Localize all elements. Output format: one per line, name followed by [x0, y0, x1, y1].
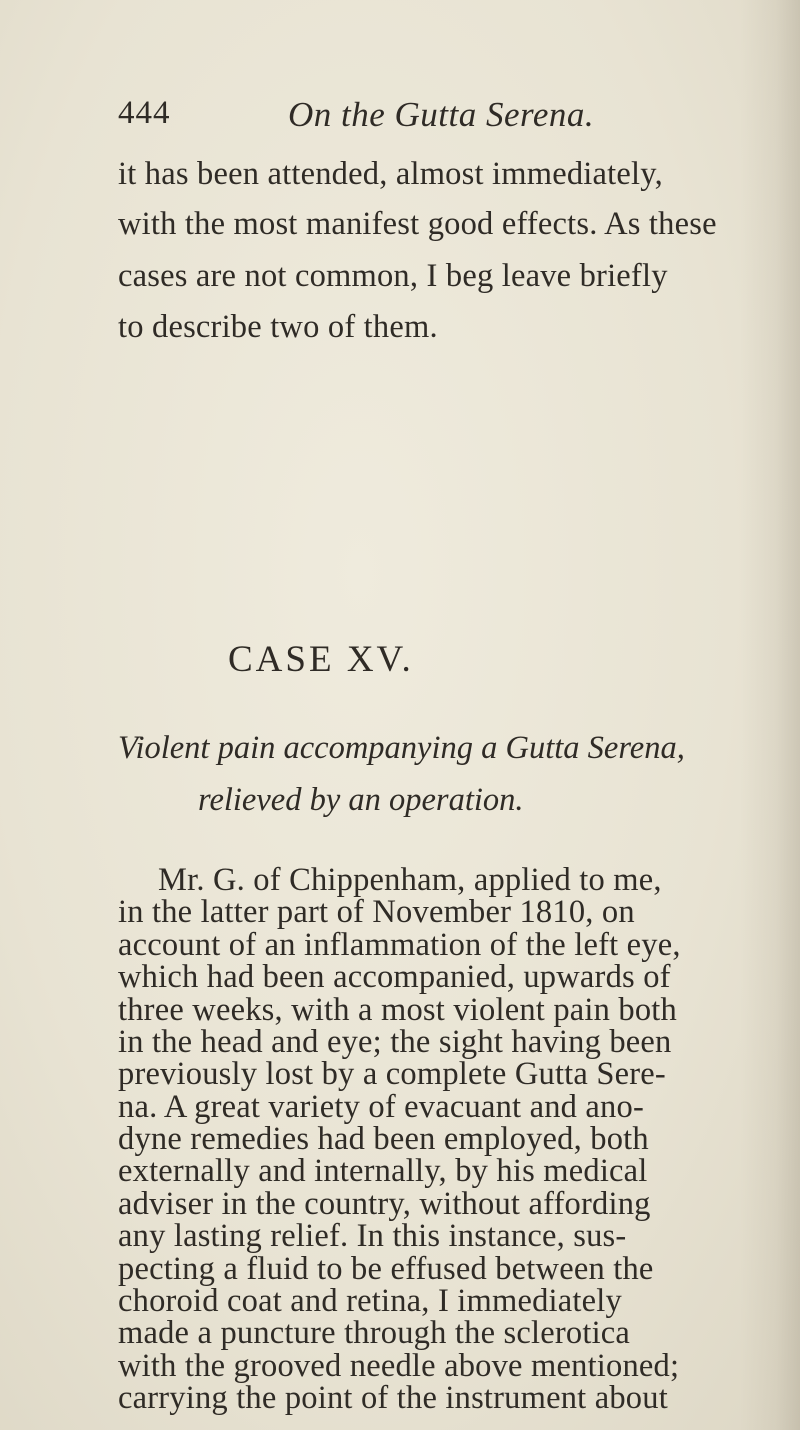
text-line: externally and internally, by his medical: [118, 1153, 648, 1189]
text-line: na. A great variety of evacuant and ano-: [118, 1089, 644, 1125]
text-line: three weeks, with a most violent pain both: [118, 992, 677, 1028]
text-line: pecting a fluid to be effused between the: [118, 1251, 654, 1287]
text-line: adviser in the country, without affording: [118, 1186, 651, 1222]
text-line: in the head and eye; the sight having been: [118, 1024, 672, 1060]
text-line: with the grooved needle above mentioned;: [118, 1348, 680, 1384]
text-line: dyne remedies had been employed, both: [118, 1121, 649, 1157]
text-line: in the latter part of November 1810, on: [118, 894, 635, 930]
text-line: any lasting relief. In this instance, sus-: [118, 1218, 627, 1254]
text-line: account of an inflammation of the left eye,: [118, 927, 681, 963]
running-title: On the Gutta Serena.: [288, 95, 595, 134]
text-line: made a puncture through the sclerotica: [118, 1315, 631, 1351]
case-subtitle-line-1: Violent pain accompanying a Gutta Serena,: [118, 730, 685, 766]
text-line: it has been attended, almost immediately,: [118, 156, 663, 192]
case-heading: CASE XV.: [228, 639, 414, 680]
text-line: to describe two of them.: [118, 309, 438, 345]
case-subtitle-line-2: relieved by an operation.: [198, 782, 524, 818]
text-line: with the most manifest good effects. As these: [118, 206, 717, 242]
text-line: Mr. G. of Chippenham, applied to me,: [158, 862, 662, 898]
text-line: previously lost by a complete Gutta Sere-: [118, 1056, 666, 1092]
page-header: [118, 95, 758, 145]
text-line: which had been accompanied, upwards of: [118, 959, 671, 995]
text-line: carrying the point of the instrument about: [118, 1380, 668, 1416]
page-number: 444: [118, 95, 171, 131]
text-line: cases are not common, I beg leave briefly: [118, 258, 668, 294]
text-line: choroid coat and retina, I immediately: [118, 1283, 622, 1319]
